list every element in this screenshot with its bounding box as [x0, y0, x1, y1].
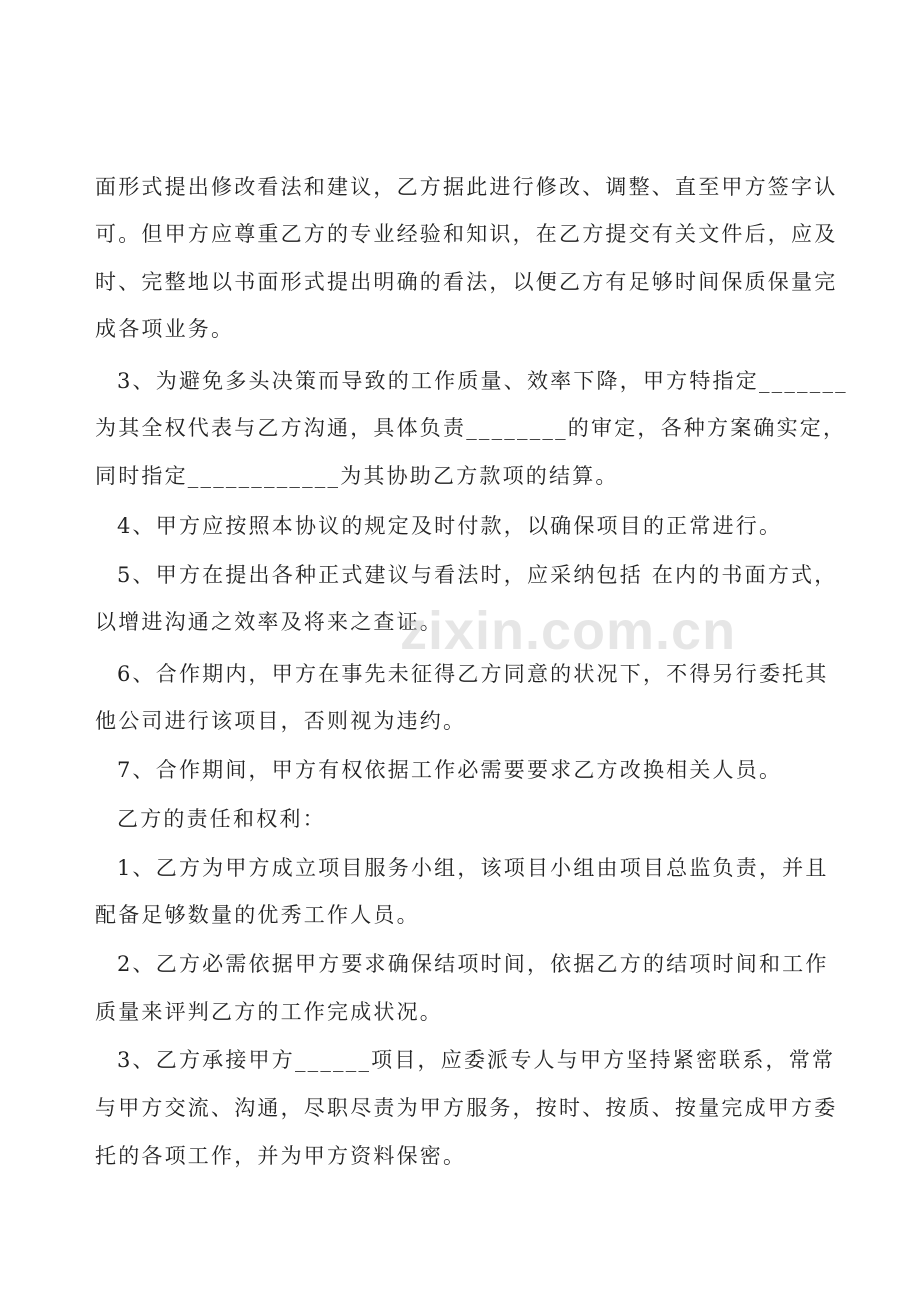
text-line: 配备足够数量的优秀工作人员。: [95, 903, 420, 927]
text-line: 6、合作期内，甲方在事先未征得乙方同意的状况下，不得另行委托其: [117, 662, 829, 686]
text-line: 质量来评判乙方的工作完成状况。: [95, 1000, 443, 1024]
section-heading: 乙方的责任和权利：: [117, 807, 326, 831]
text-line: 可。但甲方应尊重乙方的专业经验和知识，在乙方提交有关文件后，应及: [95, 222, 838, 246]
text-line: 与甲方交流、沟通，尽职尽责为甲方服务，按时、按质、按量完成甲方委: [95, 1096, 838, 1120]
text-line: 7、合作期间，甲方有权依据工作必需要要求乙方改换相关人员。: [117, 758, 783, 782]
text-line: 成各项业务。: [95, 317, 235, 341]
watermark: zixin.com.cn: [400, 601, 737, 661]
text-line: 托的各项工作，并为甲方资料保密。: [95, 1144, 467, 1168]
text-line: 同时指定____________为其协助乙方款项的结算。: [95, 464, 619, 488]
text-line: 面形式提出修改看法和建议，乙方据此进行修改、调整、直至甲方签字认: [95, 175, 838, 199]
text-line: 5、甲方在提出各种正式建议与看法时，应采纳包括 在内的书面方式，: [117, 563, 838, 587]
text-line: 3、为避免多头决策而导致的工作质量、效率下降，甲方特指定_______: [117, 369, 848, 393]
text-line: 2、乙方必需依据甲方要求确保结项时间，依据乙方的结项时间和工作: [117, 952, 829, 976]
text-line: 4、甲方应按照本协议的规定及时付款，以确保项目的正常进行。: [117, 514, 783, 538]
text-line: 时、完整地以书面形式提出明确的看法，以便乙方有足够时间保质保量完: [95, 270, 838, 294]
text-line: 为其全权代表与乙方沟通，具体负责________的审定，各种方案确实定，: [95, 416, 847, 440]
text-line: 3、乙方承接甲方______项目，应委派专人与甲方坚持紧密联系，常常: [117, 1048, 836, 1072]
text-line: 以增进沟通之效率及将来之查证。: [95, 610, 443, 634]
text-line: 他公司进行该项目，否则视为违约。: [95, 709, 467, 733]
text-line: 1、乙方为甲方成立项目服务小组，该项目小组由项目总监负责，并且: [117, 856, 829, 880]
